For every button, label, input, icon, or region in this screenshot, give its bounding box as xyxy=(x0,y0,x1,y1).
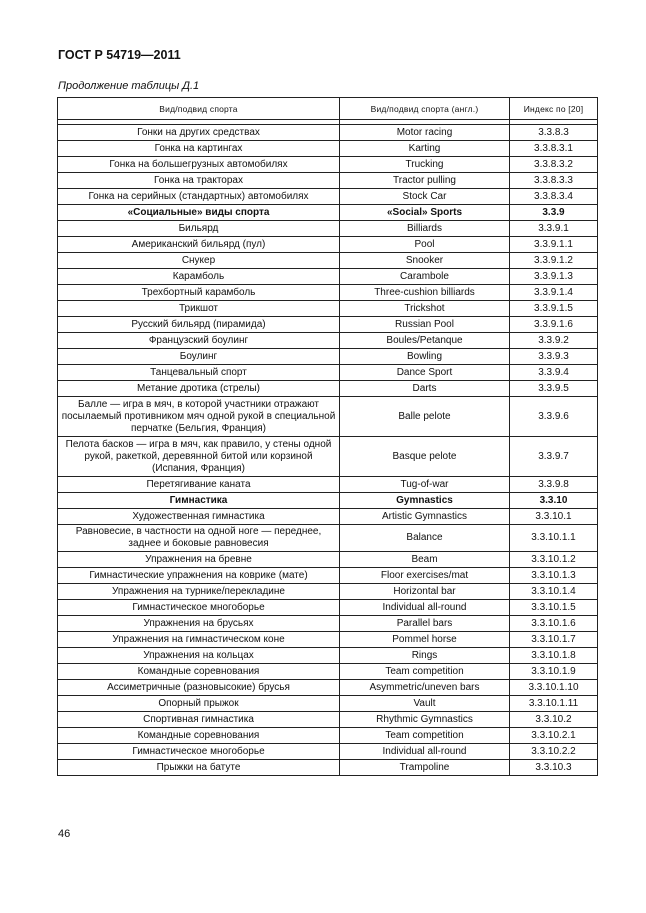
table-row xyxy=(58,600,598,616)
cell-index: 3.3.10.2.2 xyxy=(510,744,598,760)
cell-index: 3.3.10.1.5 xyxy=(510,600,598,616)
table-continuation-caption: Продолжение таблицы Д.1 xyxy=(58,80,200,92)
cell-sport-en: Snooker xyxy=(340,253,510,269)
table-row xyxy=(58,301,598,317)
cell-index: 3.3.8.3.3 xyxy=(510,173,598,189)
cell-sport-en: Rings xyxy=(340,648,510,664)
cell-sport-en: Horizontal bar xyxy=(340,584,510,600)
table-row xyxy=(58,493,598,509)
cell-sport-en: Motor racing xyxy=(340,125,510,141)
sports-table xyxy=(57,97,598,776)
cell-sport-ru: Гонка на большегрузных автомобилях xyxy=(58,157,340,173)
table-row xyxy=(58,333,598,349)
cell-sport-ru: Гонка на тракторах xyxy=(58,173,340,189)
cell-sport-ru: Снукер xyxy=(58,253,340,269)
cell-sport-en: Tractor pulling xyxy=(340,173,510,189)
cell-sport-en: Individual all-round xyxy=(340,744,510,760)
cell-index: 3.3.10 xyxy=(510,493,598,509)
cell-index: 3.3.9.7 xyxy=(510,437,598,477)
cell-sport-en: Parallel bars xyxy=(340,616,510,632)
cell-sport-ru: Карамболь xyxy=(58,269,340,285)
cell-sport-ru: Трехбортный карамболь xyxy=(58,285,340,301)
cell-sport-en: Balle pelote xyxy=(340,397,510,437)
table-row xyxy=(58,616,598,632)
table-header-row xyxy=(58,98,598,120)
cell-sport-ru: Опорный прыжок xyxy=(58,696,340,712)
table-row xyxy=(58,173,598,189)
table-row xyxy=(58,680,598,696)
cell-index: 3.3.9 xyxy=(510,205,598,221)
cell-sport-ru: Гимнастика xyxy=(58,493,340,509)
cell-index: 3.3.8.3.1 xyxy=(510,141,598,157)
cell-index: 3.3.9.1.5 xyxy=(510,301,598,317)
table-row xyxy=(58,712,598,728)
cell-sport-ru: Упражнения на турнике/перекладине xyxy=(58,584,340,600)
column-header-sport-ru: Вид/подвид спорта xyxy=(58,98,340,120)
cell-index: 3.3.10.1.2 xyxy=(510,552,598,568)
cell-sport-ru: Упражнения на кольцах xyxy=(58,648,340,664)
cell-index: 3.3.8.3.2 xyxy=(510,157,598,173)
table-row xyxy=(58,253,598,269)
cell-sport-en: Trucking xyxy=(340,157,510,173)
document-code: ГОСТ Р 54719—2011 xyxy=(58,48,181,62)
cell-sport-ru: Ассиметричные (разновысокие) брусья xyxy=(58,680,340,696)
table-row xyxy=(58,349,598,365)
cell-sport-en: Pool xyxy=(340,237,510,253)
table-row xyxy=(58,664,598,680)
cell-sport-ru: Упражнения на брусьях xyxy=(58,616,340,632)
cell-index: 3.3.8.3 xyxy=(510,125,598,141)
cell-sport-en: Beam xyxy=(340,552,510,568)
cell-index: 3.3.10.2.1 xyxy=(510,728,598,744)
cell-sport-ru: Упражнения на гимнастическом коне xyxy=(58,632,340,648)
cell-index: 3.3.10.1.10 xyxy=(510,680,598,696)
table-row xyxy=(58,437,598,477)
cell-sport-en: Balance xyxy=(340,525,510,552)
cell-index: 3.3.9.2 xyxy=(510,333,598,349)
cell-index: 3.3.10.1.6 xyxy=(510,616,598,632)
table-row xyxy=(58,317,598,333)
cell-index: 3.3.9.1 xyxy=(510,221,598,237)
cell-sport-en: Floor exercises/mat xyxy=(340,568,510,584)
cell-sport-ru: Пелота басков — игра в мяч, как правило, у стены одной рукой, ракеткой, деревянной битой или корзиной (Испания, Франция) xyxy=(58,437,340,477)
cell-index: 3.3.9.6 xyxy=(510,397,598,437)
table-row xyxy=(58,584,598,600)
cell-index: 3.3.9.3 xyxy=(510,349,598,365)
cell-sport-ru: Командные соревнования xyxy=(58,728,340,744)
cell-sport-ru: Трикшот xyxy=(58,301,340,317)
table-row xyxy=(58,125,598,141)
cell-index: 3.3.10.1.8 xyxy=(510,648,598,664)
table-row xyxy=(58,365,598,381)
cell-sport-en: Carambole xyxy=(340,269,510,285)
cell-sport-ru: Боулинг xyxy=(58,349,340,365)
cell-index: 3.3.9.5 xyxy=(510,381,598,397)
cell-sport-ru: Русский бильярд (пирамида) xyxy=(58,317,340,333)
cell-sport-en: Asymmetric/uneven bars xyxy=(340,680,510,696)
cell-sport-ru: Балле — игра в мяч, в которой участники отражают посылаемый противником мяч одной рукой в специальной перчатке (Бельгия, Франция) xyxy=(58,397,340,437)
cell-index: 3.3.9.8 xyxy=(510,477,598,493)
table-row xyxy=(58,221,598,237)
table-row xyxy=(58,141,598,157)
cell-sport-en: Dance Sport xyxy=(340,365,510,381)
cell-index: 3.3.10.3 xyxy=(510,760,598,776)
cell-sport-ru: Бильярд xyxy=(58,221,340,237)
cell-sport-en: Tug-of-war xyxy=(340,477,510,493)
cell-sport-en: Boules/Petanque xyxy=(340,333,510,349)
column-header-sport-en: Вид/подвид спорта (англ.) xyxy=(340,98,510,120)
cell-sport-ru: Прыжки на батуте xyxy=(58,760,340,776)
cell-index: 3.3.10.1.7 xyxy=(510,632,598,648)
cell-index: 3.3.10.1.1 xyxy=(510,525,598,552)
cell-sport-ru: Метание дротика (стрелы) xyxy=(58,381,340,397)
cell-index: 3.3.9.1.3 xyxy=(510,269,598,285)
cell-sport-en: Pommel horse xyxy=(340,632,510,648)
table-row xyxy=(58,552,598,568)
table-row xyxy=(58,568,598,584)
table-row xyxy=(58,157,598,173)
cell-sport-en: Vault xyxy=(340,696,510,712)
cell-sport-ru: «Социальные» виды спорта xyxy=(58,205,340,221)
table-row xyxy=(58,397,598,437)
table-row xyxy=(58,648,598,664)
cell-sport-en: Three-cushion billiards xyxy=(340,285,510,301)
cell-sport-ru: Гимнастические упражнения на коврике (мате) xyxy=(58,568,340,584)
cell-sport-ru: Перетягивание каната xyxy=(58,477,340,493)
cell-index: 3.3.10.2 xyxy=(510,712,598,728)
cell-sport-en: «Social» Sports xyxy=(340,205,510,221)
column-header-index: Индекс по [20] xyxy=(510,98,598,120)
table-row xyxy=(58,381,598,397)
cell-sport-en: Darts xyxy=(340,381,510,397)
cell-sport-en: Rhythmic Gymnastics xyxy=(340,712,510,728)
cell-sport-ru: Художественная гимнастика xyxy=(58,509,340,525)
cell-index: 3.3.9.1.6 xyxy=(510,317,598,333)
table-row xyxy=(58,205,598,221)
cell-sport-en: Individual all-round xyxy=(340,600,510,616)
cell-index: 3.3.8.3.4 xyxy=(510,189,598,205)
cell-sport-en: Trampoline xyxy=(340,760,510,776)
cell-sport-ru: Равновесие, в частности на одной ноге — переднее, заднее и боковые равновесия xyxy=(58,525,340,552)
cell-sport-ru: Гимнастическое многоборье xyxy=(58,744,340,760)
cell-index: 3.3.9.1.2 xyxy=(510,253,598,269)
table-row xyxy=(58,189,598,205)
cell-sport-en: Team competition xyxy=(340,728,510,744)
cell-sport-ru: Командные соревнования xyxy=(58,664,340,680)
cell-index: 3.3.10.1.3 xyxy=(510,568,598,584)
cell-sport-en: Bowling xyxy=(340,349,510,365)
cell-sport-ru: Гимнастическое многоборье xyxy=(58,600,340,616)
cell-sport-en: Artistic Gymnastics xyxy=(340,509,510,525)
table-row xyxy=(58,509,598,525)
cell-index: 3.3.9.1.4 xyxy=(510,285,598,301)
cell-index: 3.3.10.1.11 xyxy=(510,696,598,712)
cell-sport-en: Billiards xyxy=(340,221,510,237)
cell-sport-ru: Гонка на картингах xyxy=(58,141,340,157)
cell-sport-en: Russian Pool xyxy=(340,317,510,333)
cell-sport-ru: Танцевальный спорт xyxy=(58,365,340,381)
table-row xyxy=(58,269,598,285)
table-row xyxy=(58,632,598,648)
table-row xyxy=(58,744,598,760)
table-row xyxy=(58,760,598,776)
table-row xyxy=(58,525,598,552)
cell-sport-ru: Гонка на серийных (стандартных) автомобилях xyxy=(58,189,340,205)
cell-sport-en: Gymnastics xyxy=(340,493,510,509)
cell-index: 3.3.10.1.9 xyxy=(510,664,598,680)
cell-sport-ru: Упражнения на бревне xyxy=(58,552,340,568)
table-row xyxy=(58,728,598,744)
cell-sport-en: Trickshot xyxy=(340,301,510,317)
cell-sport-ru: Спортивная гимнастика xyxy=(58,712,340,728)
cell-index: 3.3.9.4 xyxy=(510,365,598,381)
cell-sport-en: Karting xyxy=(340,141,510,157)
table-row xyxy=(58,285,598,301)
cell-index: 3.3.9.1.1 xyxy=(510,237,598,253)
cell-index: 3.3.10.1 xyxy=(510,509,598,525)
page-number: 46 xyxy=(58,828,71,840)
table-row xyxy=(58,696,598,712)
cell-sport-en: Stock Car xyxy=(340,189,510,205)
table-row xyxy=(58,477,598,493)
cell-sport-en: Team competition xyxy=(340,664,510,680)
table-row xyxy=(58,237,598,253)
table-body xyxy=(58,120,598,776)
cell-sport-ru: Гонки на других средствах xyxy=(58,125,340,141)
cell-sport-en: Basque pelote xyxy=(340,437,510,477)
cell-sport-ru: Американский бильярд (пул) xyxy=(58,237,340,253)
cell-sport-ru: Французский боулинг xyxy=(58,333,340,349)
cell-index: 3.3.10.1.4 xyxy=(510,584,598,600)
